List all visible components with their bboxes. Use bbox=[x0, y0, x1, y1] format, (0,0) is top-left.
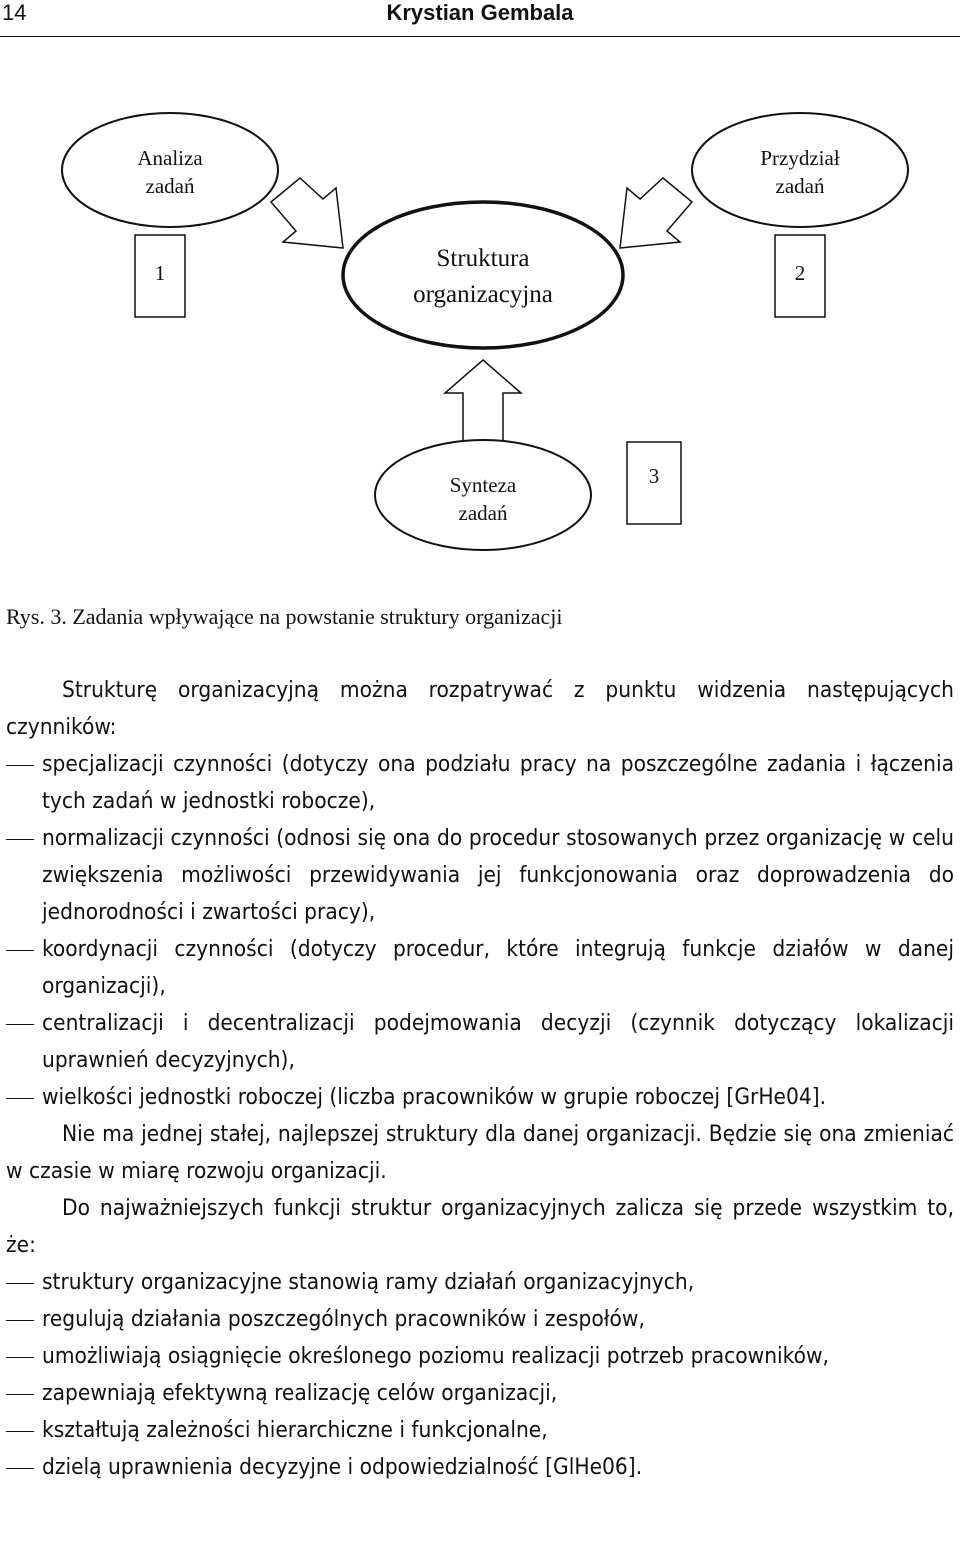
running-head-author: Krystian Gembala bbox=[386, 0, 574, 25]
intro-paragraph: Strukturę organizacyjną można rozpatrywać z punktu widzenia następujących czynników: bbox=[6, 677, 954, 740]
list-item: regulują działania poszczególnych pracowników i zespołów, bbox=[6, 1301, 954, 1338]
node-synthesis-label-1: Synteza bbox=[449, 473, 517, 497]
node-synthesis-label-2: zadań bbox=[458, 501, 508, 525]
node-organizational-structure bbox=[343, 202, 623, 348]
body-text bbox=[6, 672, 954, 1486]
paragraph: Nie ma jednej stałej, najlepszej struktury dla danej organizacji. Będzie się ona zmieniać w czasie w miarę rozwoju organizacji. bbox=[6, 1121, 954, 1184]
center-label-1: Struktura bbox=[436, 245, 530, 272]
list-item: zapewniają efektywną realizację celów organizacji, bbox=[6, 1375, 954, 1412]
arrow-bottom bbox=[445, 360, 521, 448]
page-header bbox=[0, 0, 960, 40]
list-item: struktury organizacyjne stanowią ramy działań organizacyjnych, bbox=[6, 1264, 954, 1301]
node-assignment-label-2: zadań bbox=[775, 174, 825, 198]
page-number: 14 bbox=[2, 0, 27, 25]
node-analysis-label-1: Analiza bbox=[137, 146, 203, 170]
header-rule bbox=[0, 36, 960, 37]
node-assignment-label-1: Przydział bbox=[760, 146, 840, 170]
list-item: specjalizacji czynności (dotyczy ona podziału pracy na poszczególne zadania i łączenia tych zadań w jednostki robocze), bbox=[6, 746, 954, 820]
figure-caption: Rys. 3. Zadania wpływające na powstanie struktury organizacji bbox=[6, 604, 563, 629]
node-analysis-label-2: zadań bbox=[145, 174, 195, 198]
node-analysis bbox=[62, 113, 278, 227]
center-label-2: organizacyjna bbox=[413, 281, 553, 308]
node-assignment bbox=[692, 113, 908, 227]
list-item: kształtują zależności hierarchiczne i funkcjonalne, bbox=[6, 1412, 954, 1449]
list-item: koordynacji czynności (dotyczy procedur, które integrują funkcje działów w danej organizacji), bbox=[6, 931, 954, 1005]
list-item: umożliwiają osiągnięcie określonego poziomu realizacji potrzeb pracowników, bbox=[6, 1338, 954, 1375]
arrow-right bbox=[620, 178, 692, 248]
paragraph: Do najważniejszych funkcji struktur organizacyjnych zalicza się przede wszystkim to, że: bbox=[6, 1195, 954, 1258]
structure-diagram bbox=[0, 60, 960, 580]
number-box-2-label: 2 bbox=[794, 261, 806, 285]
functions-list bbox=[6, 1264, 954, 1486]
list-item: normalizacji czynności (odnosi się ona do procedur stosowanych przez organizację w celu zwiększenia możliwości przewidywania jej funkcjonowania oraz doprowadzenia do jednorodności i zwartości pracy), bbox=[6, 820, 954, 931]
list-item: dzielą uprawnienia decyzyjne i odpowiedzialność [GlHe06]. bbox=[6, 1449, 954, 1486]
list-item: centralizacji i decentralizacji podejmowania decyzji (czynnik dotyczący lokalizacji uprawnień decyzyjnych), bbox=[6, 1005, 954, 1079]
number-box-1-label: 1 bbox=[154, 261, 166, 285]
list-item: wielkości jednostki roboczej (liczba pracowników w grupie roboczej [GrHe04]. bbox=[6, 1079, 954, 1116]
factors-list bbox=[6, 746, 954, 1116]
number-box-3-label: 3 bbox=[648, 464, 660, 488]
arrow-left bbox=[271, 178, 343, 248]
